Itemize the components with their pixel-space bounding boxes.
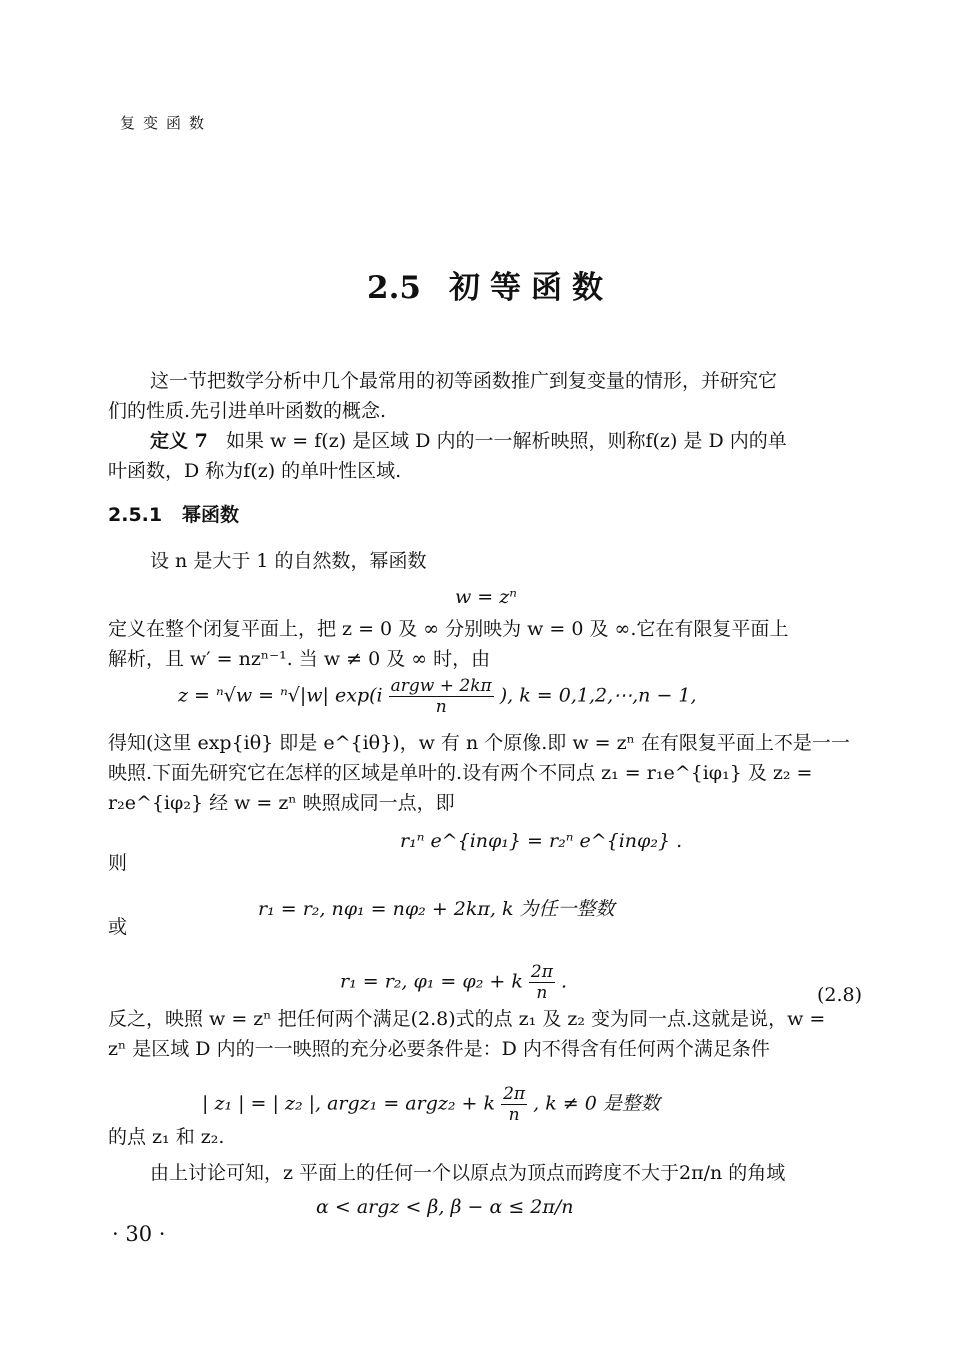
definition-label: 定义 7 [150, 430, 208, 452]
equation-or [340, 962, 567, 1003]
section-title [0, 262, 980, 307]
equation-number: (2.8) [816, 984, 862, 1006]
equation-or-numerator: 2π [530, 962, 553, 982]
running-header: 复变函数 [120, 114, 213, 132]
equation-or-right: . [560, 970, 567, 993]
section-heading: 初等函数 [448, 270, 613, 306]
equation-condition-right: , k ≠ 0 是整数 [533, 1092, 660, 1115]
section-number: 2.5 [367, 270, 421, 306]
equation-root-fraction [389, 676, 494, 717]
intro-line-1: 这一节把数学分析中几个最常用的初等函数推广到复变量的情形，并研究它 [150, 370, 778, 392]
equation-same-point: r₁ⁿ e^{inφ₁} = r₂ⁿ e^{inφ₂} . [400, 830, 683, 852]
definition-line-1 [150, 428, 787, 454]
definition-line-2: 叶函数，D 称为f(z) 的单叶性区域. [108, 460, 402, 482]
equation-then: r₁ = r₂, nφ₁ = nφ₂ + 2kπ, k 为任一整数 [258, 898, 615, 920]
or-word: 或 [108, 916, 128, 938]
equation-condition [202, 1084, 660, 1125]
definition-text-1: 如果 w = f(z) 是区域 D 内的一一解析映照，则称f(z) 是 D 内的单 [225, 430, 787, 452]
equation-or-denominator: n [536, 983, 548, 1003]
discussion-line: 由上讨论可知，z 平面上的任何一个以原点为顶点而跨度不大于2π/n 的角域 [150, 1162, 786, 1184]
equation-condition-numerator: 2π [503, 1084, 526, 1104]
equation-condition-fraction [501, 1084, 527, 1125]
equation-angle: α < argz < β, β − α ≤ 2π/n [316, 1196, 574, 1218]
equation-or-fraction [529, 962, 555, 1003]
points-line: 的点 z₁ 和 z₂. [108, 1126, 225, 1148]
preimage-line-2: 映照.下面先研究它在怎样的区域是单叶的.设有两个不同点 z₁ = r₁e^{iφ₁} 及 z₂ = [108, 762, 813, 784]
then-word: 则 [108, 852, 128, 874]
preimage-line-3: r₂e^{iφ₂} 经 w = zⁿ 映照成同一点，即 [108, 792, 455, 814]
equation-condition-left: | z₁ | = | z₂ |, argz₁ = argz₂ + k [202, 1092, 496, 1115]
equation-root [178, 676, 697, 717]
page-number: · 30 · [112, 1222, 166, 1246]
converse-line-1: 反之，映照 w = zⁿ 把任何两个满足(2.8)式的点 z₁ 及 z₂ 变为同一点.这就是说，w = [108, 1008, 826, 1030]
equation-root-denominator: n [435, 697, 447, 717]
equation-power: w = zⁿ [455, 586, 517, 608]
subsection-title: 幂函数 [181, 504, 239, 526]
equation-root-left: z = ⁿ√w = ⁿ√|w| exp(i [178, 684, 383, 707]
converse-line-2: zⁿ 是区域 D 内的一一映照的充分必要条件是：D 内不得含有任何两个满足条件 [108, 1038, 770, 1060]
equation-or-left: r₁ = r₂, φ₁ = φ₂ + k [340, 970, 523, 993]
equation-root-numerator: argw + 2kπ [390, 676, 492, 696]
subsection-number: 2.5.1 [108, 504, 163, 526]
preimage-line-1: 得知(这里 exp{iθ} 即是 e^{iθ})，w 有 n 个原像.即 w = zⁿ 在有限复平面上不是一一 [108, 732, 850, 754]
definition-domain-line-1: 定义在整个闭复平面上，把 z = 0 及 ∞ 分别映为 w = 0 及 ∞.它在有限复平面上 [108, 618, 789, 640]
intro-line-2: 们的性质.先引进单叶函数的概念. [108, 400, 387, 422]
subsection-heading [108, 500, 239, 527]
equation-condition-denominator: n [508, 1105, 520, 1125]
equation-root-right: ), k = 0,1,2,⋯,n − 1, [499, 684, 697, 707]
definition-domain-line-2: 解析，且 w′ = nzⁿ⁻¹. 当 w ≠ 0 及 ∞ 时，由 [108, 648, 491, 670]
set-n-line: 设 n 是大于 1 的自然数，幂函数 [150, 550, 427, 572]
